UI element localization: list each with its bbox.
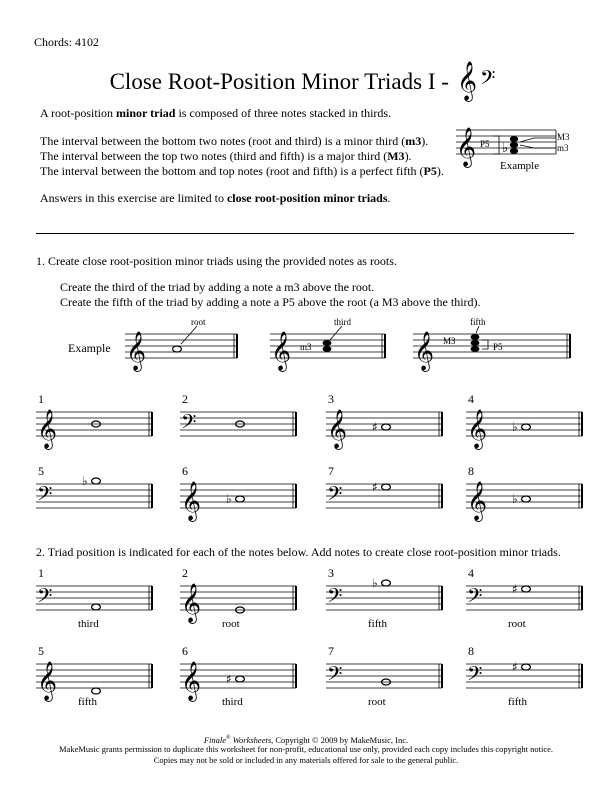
svg-text:m3: m3 bbox=[300, 342, 312, 352]
part2-exercise-number: 3 bbox=[328, 566, 334, 580]
whole-note bbox=[382, 580, 391, 586]
sharp-icon: ♯ bbox=[512, 660, 518, 674]
part1-exercise-number: 8 bbox=[468, 464, 474, 478]
part2-exercise-number: 5 bbox=[38, 644, 44, 658]
intro-example-caption: Example bbox=[500, 160, 540, 172]
part1-exercise-number: 1 bbox=[38, 392, 44, 406]
svg-text:𝄞: 𝄞 bbox=[271, 331, 292, 371]
part2-exercise-number: 4 bbox=[468, 566, 474, 580]
part1-exercise-staff[interactable] bbox=[466, 470, 586, 530]
flat-icon: ♭ bbox=[226, 492, 232, 506]
bass-clef-icon bbox=[480, 66, 502, 92]
sharp-icon: ♯ bbox=[512, 582, 518, 596]
whole-note bbox=[522, 496, 531, 502]
part2-exercise-number: 7 bbox=[328, 644, 334, 658]
sharp-icon: ♯ bbox=[372, 480, 378, 494]
part2-exercise-staff[interactable] bbox=[466, 572, 586, 632]
footer-permission: MakeMusic grants permission to duplicate this worksheet for non-profit, educational use only, provided each copy includes this copyright notice. bbox=[59, 744, 553, 754]
part2-exercise-staff[interactable] bbox=[180, 572, 300, 632]
part2-position-label: third bbox=[78, 618, 99, 630]
sharp-icon: ♯ bbox=[226, 672, 232, 686]
treble-clef-icon: 𝄞 bbox=[467, 409, 488, 449]
whole-note bbox=[236, 676, 245, 682]
svg-text:root: root bbox=[191, 317, 206, 327]
sharp-icon: ♯ bbox=[372, 420, 378, 434]
part1-instruction-a: Create the third of the triad by adding a note a m3 above the root. bbox=[60, 280, 375, 294]
example-staff-fifth bbox=[413, 314, 573, 370]
part1-heading: 1. Create close root-position minor triads using the provided notes as roots. bbox=[36, 254, 397, 268]
treble-clef-icon: 𝄞 bbox=[37, 409, 58, 449]
part2-position-label: root bbox=[222, 618, 240, 630]
part1-exercise-staff[interactable] bbox=[326, 470, 446, 530]
part2-position-label: fifth bbox=[368, 618, 387, 630]
whole-note bbox=[522, 664, 531, 670]
part1-exercise-number: 7 bbox=[328, 464, 334, 478]
intro-line-4: The interval between the bottom and top notes (root and fifth) is a perfect fifth (P5). bbox=[40, 164, 444, 178]
part2-exercise-number: 6 bbox=[182, 644, 188, 658]
whole-note bbox=[92, 688, 101, 694]
part2-exercise-staff[interactable] bbox=[326, 650, 446, 710]
svg-text:M3: M3 bbox=[557, 132, 570, 142]
whole-note bbox=[382, 424, 391, 430]
bass-clef-icon: 𝄢 bbox=[327, 584, 343, 612]
whole-note bbox=[92, 478, 101, 484]
svg-text:M3: M3 bbox=[443, 336, 456, 346]
intro-line-2: The interval between the bottom two notes (root and third) is a minor third (m3). bbox=[40, 134, 429, 148]
part2-heading: 2. Triad position is indicated for each of the notes below. Add notes to create close root-position minor triads. bbox=[36, 545, 561, 559]
example-staff-third bbox=[270, 314, 388, 370]
treble-clef-icon: 𝄞 bbox=[181, 661, 202, 701]
svg-text:P5: P5 bbox=[480, 139, 490, 149]
bass-clef-icon: 𝄢 bbox=[327, 482, 343, 510]
whole-note bbox=[92, 604, 101, 610]
part1-exercise-staff[interactable] bbox=[326, 398, 446, 458]
whole-note bbox=[522, 586, 531, 592]
part2-exercise-number: 8 bbox=[468, 644, 474, 658]
svg-text:𝄞: 𝄞 bbox=[126, 331, 147, 371]
whole-note bbox=[382, 484, 391, 490]
treble-clef-icon: 𝄞 bbox=[181, 481, 202, 521]
treble-clef-icon: 𝄞 bbox=[467, 481, 488, 521]
svg-text:𝄞: 𝄞 bbox=[414, 331, 435, 371]
treble-clef-icon: 𝄞 bbox=[37, 661, 58, 701]
part1-exercise-number: 2 bbox=[182, 392, 188, 406]
part1-exercise-number: 3 bbox=[328, 392, 334, 406]
part1-exercise-number: 5 bbox=[38, 464, 44, 478]
svg-text:fifth: fifth bbox=[470, 317, 486, 327]
page-title bbox=[0, 61, 612, 101]
flat-icon: ♭ bbox=[512, 420, 518, 434]
part2-exercise-number: 1 bbox=[38, 566, 44, 580]
worksheet-code: Chords: 4102 bbox=[34, 35, 100, 49]
bass-clef-icon: 𝄢 bbox=[467, 584, 483, 612]
part2-position-label: root bbox=[508, 618, 526, 630]
whole-note bbox=[522, 424, 531, 430]
svg-text:P5: P5 bbox=[493, 342, 503, 352]
example-label: Example bbox=[68, 341, 111, 355]
bass-clef-icon: 𝄢 bbox=[327, 662, 343, 690]
section-divider bbox=[36, 233, 574, 234]
part1-exercise-number: 4 bbox=[468, 392, 474, 406]
intro-line-3: The interval between the top two notes (third and fifth) is a major third (M3). bbox=[40, 149, 412, 163]
footer-copyright: Finale® Worksheets, Copyright © 2009 by MakeMusic, Inc. bbox=[203, 734, 409, 745]
part1-instruction-b: Create the fifth of the triad by adding a note a P5 above the root (a M3 above the third). bbox=[60, 295, 481, 309]
footer-restriction: Copies may not be sold or included in any materials offered for sale to the general public. bbox=[153, 755, 459, 765]
bass-clef-icon: 𝄢 bbox=[37, 482, 53, 510]
svg-text:𝄞: 𝄞 bbox=[456, 61, 477, 101]
flat-icon: ♭ bbox=[512, 492, 518, 506]
bass-clef-icon: 𝄢 bbox=[467, 662, 483, 690]
svg-text:m3: m3 bbox=[557, 143, 569, 153]
bass-clef-icon: 𝄢 bbox=[37, 584, 53, 612]
intro-line-1: A root-position minor triad is composed of three notes stacked in thirds. bbox=[40, 106, 392, 120]
part1-exercise-staff[interactable] bbox=[36, 398, 156, 458]
part2-position-label: fifth bbox=[508, 696, 527, 708]
title-text: Close Root-Position Minor Triads I - bbox=[109, 69, 449, 94]
part2-exercise-number: 2 bbox=[182, 566, 188, 580]
part2-position-label: root bbox=[368, 696, 386, 708]
intro-line-5: Answers in this exercise are limited to close root-position minor triads. bbox=[40, 191, 391, 205]
example-staff-root bbox=[125, 314, 240, 370]
treble-clef-icon bbox=[456, 61, 477, 101]
whole-note bbox=[236, 496, 245, 502]
svg-text:third: third bbox=[334, 317, 351, 327]
flat-icon: ♭ bbox=[82, 474, 88, 488]
part1-exercise-staff[interactable] bbox=[180, 398, 300, 458]
bass-clef-icon: 𝄢 bbox=[181, 410, 197, 438]
part1-exercise-staff[interactable] bbox=[466, 398, 586, 458]
part1-exercise-number: 6 bbox=[182, 464, 188, 478]
treble-clef-icon: 𝄞 bbox=[327, 409, 348, 449]
flat-icon: ♭ bbox=[372, 576, 378, 590]
svg-text:𝄢: 𝄢 bbox=[480, 66, 496, 94]
treble-clef-icon: 𝄞 bbox=[181, 583, 202, 623]
part2-position-label: fifth bbox=[78, 696, 97, 708]
part2-position-label: third bbox=[222, 696, 243, 708]
svg-text:♭: ♭ bbox=[502, 141, 509, 156]
svg-text:𝄞: 𝄞 bbox=[456, 127, 477, 167]
part1-exercise-staff[interactable] bbox=[180, 470, 300, 530]
part1-exercise-staff[interactable] bbox=[36, 470, 156, 530]
